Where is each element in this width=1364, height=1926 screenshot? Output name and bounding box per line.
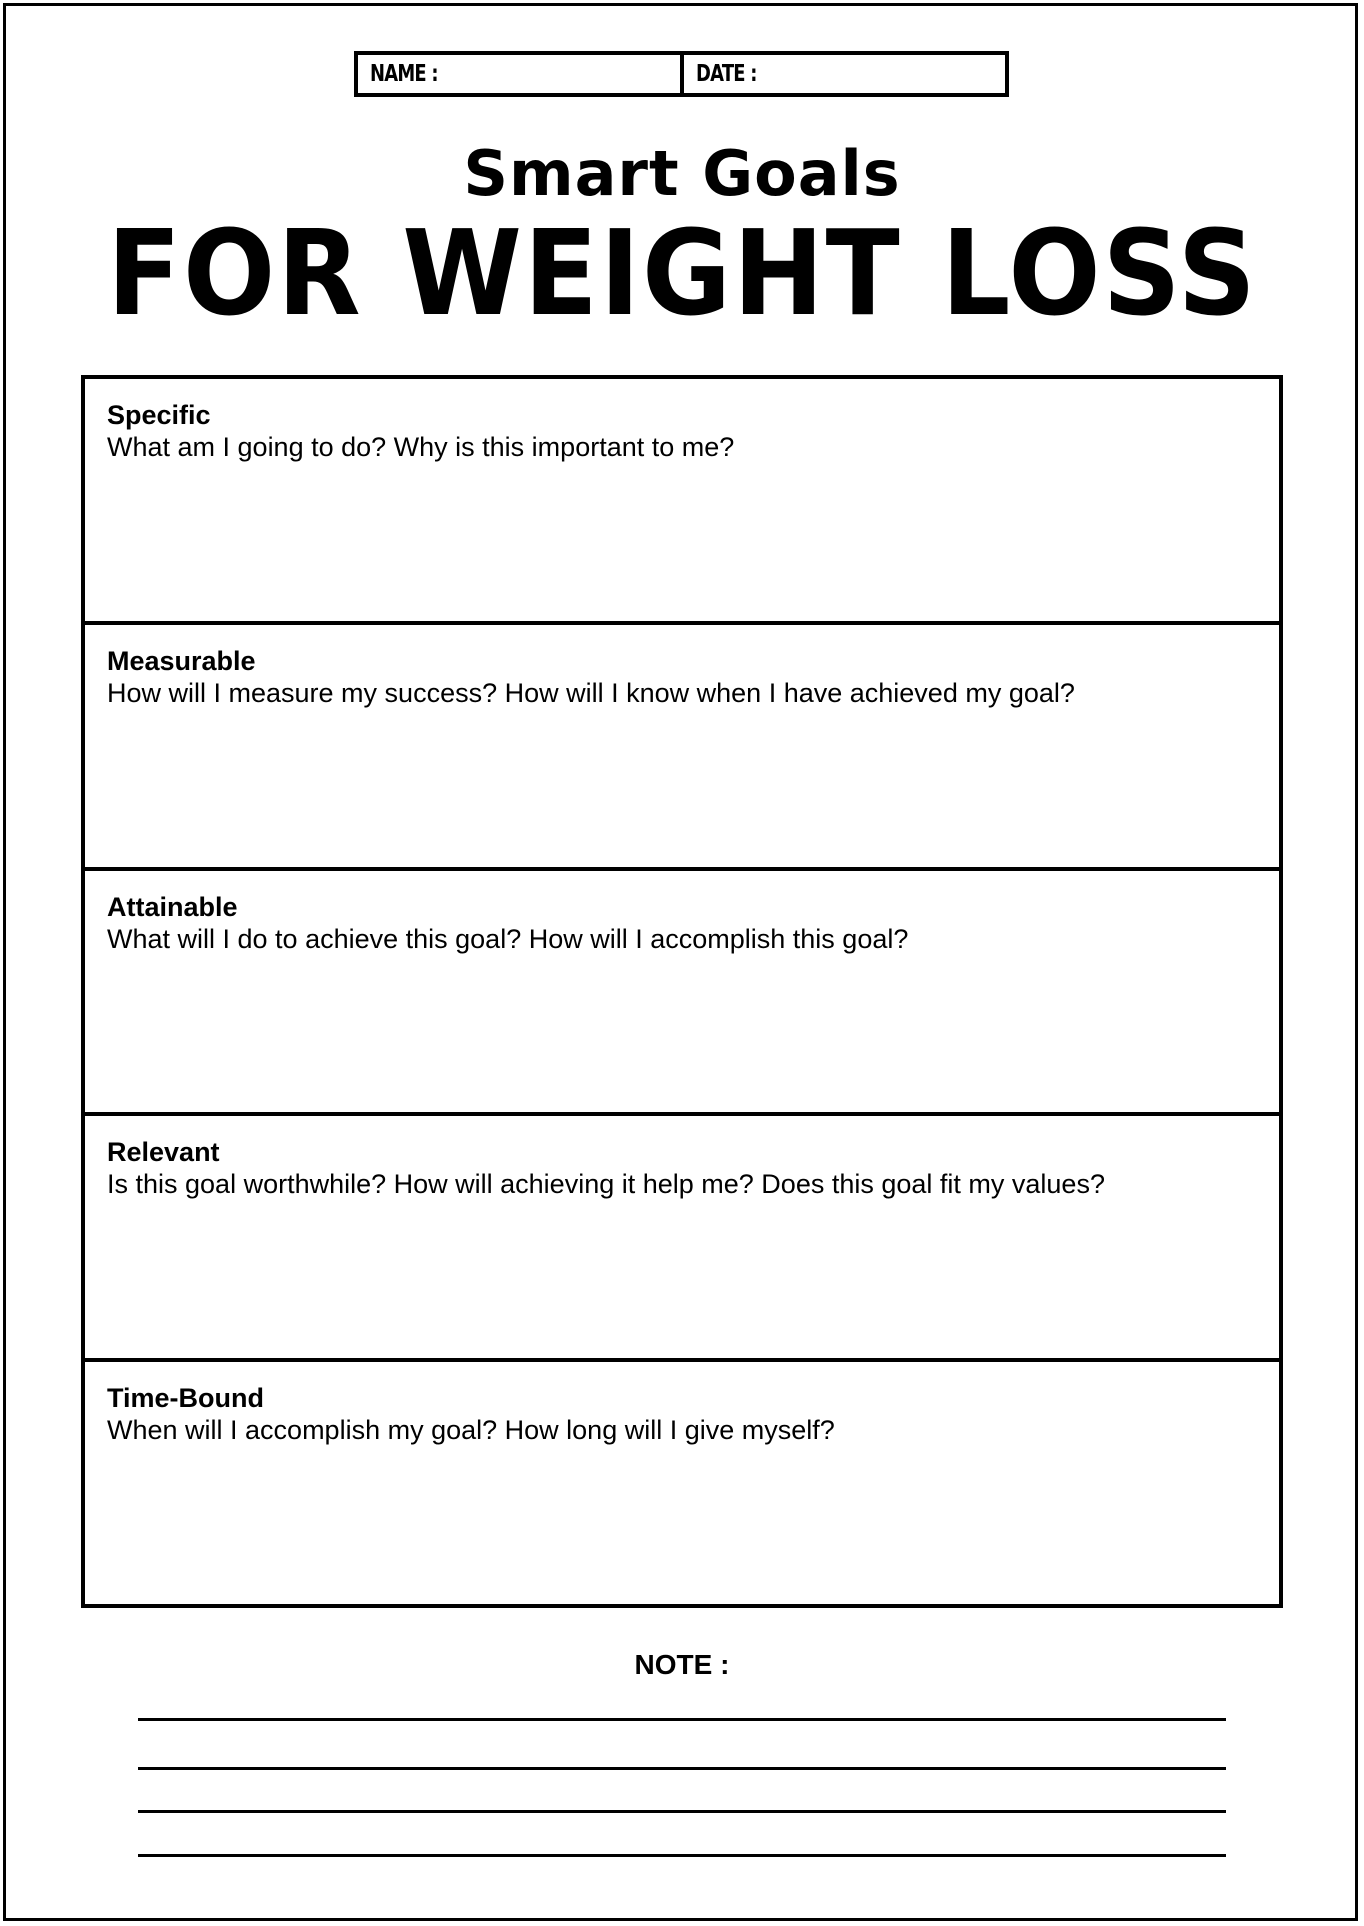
note-line[interactable] — [138, 1810, 1226, 1813]
name-date-box — [354, 51, 1009, 97]
goal-title: Attainable — [107, 891, 238, 922]
goal-row-attainable[interactable] — [85, 867, 1279, 1113]
note-line[interactable] — [138, 1767, 1226, 1770]
note-line[interactable] — [138, 1854, 1226, 1857]
goal-prompt: When will I accomplish my goal? How long will I give myself? — [107, 1415, 835, 1446]
goal-row-relevant[interactable] — [85, 1112, 1279, 1358]
goal-row-specific[interactable] — [85, 379, 1279, 621]
goal-row-measurable[interactable] — [85, 621, 1279, 867]
name-label: NAME : — [370, 61, 438, 87]
goal-title: Relevant — [107, 1137, 220, 1168]
goal-prompt: What am I going to do? Why is this important to me? — [107, 432, 735, 462]
note-line[interactable] — [138, 1718, 1226, 1721]
title-smart-goals: Smart Goals — [463, 137, 901, 210]
title-weight-loss-text: FOR WEIGHT LOSS — [106, 204, 1258, 342]
title-weight-loss — [0, 204, 1364, 342]
goal-prompt: How will I measure my success? How will I know when I have achieved my goal? — [107, 677, 1075, 708]
goal-row-time-bound[interactable] — [85, 1358, 1279, 1604]
goal-title: Time-Bound — [107, 1383, 264, 1414]
goal-title: Specific — [107, 400, 211, 430]
goal-prompt: What will I do to achieve this goal? How will I accomplish this goal? — [107, 923, 909, 954]
goal-title: Measurable — [107, 645, 256, 676]
goal-prompt: Is this goal worthwhile? How will achieving it help me? Does this goal fit my values? — [107, 1169, 1105, 1200]
goals-table — [81, 375, 1283, 1608]
date-field[interactable] — [680, 55, 1006, 93]
name-field[interactable] — [358, 55, 680, 93]
note-label: NOTE : — [634, 1649, 730, 1680]
date-label: DATE : — [695, 61, 757, 87]
